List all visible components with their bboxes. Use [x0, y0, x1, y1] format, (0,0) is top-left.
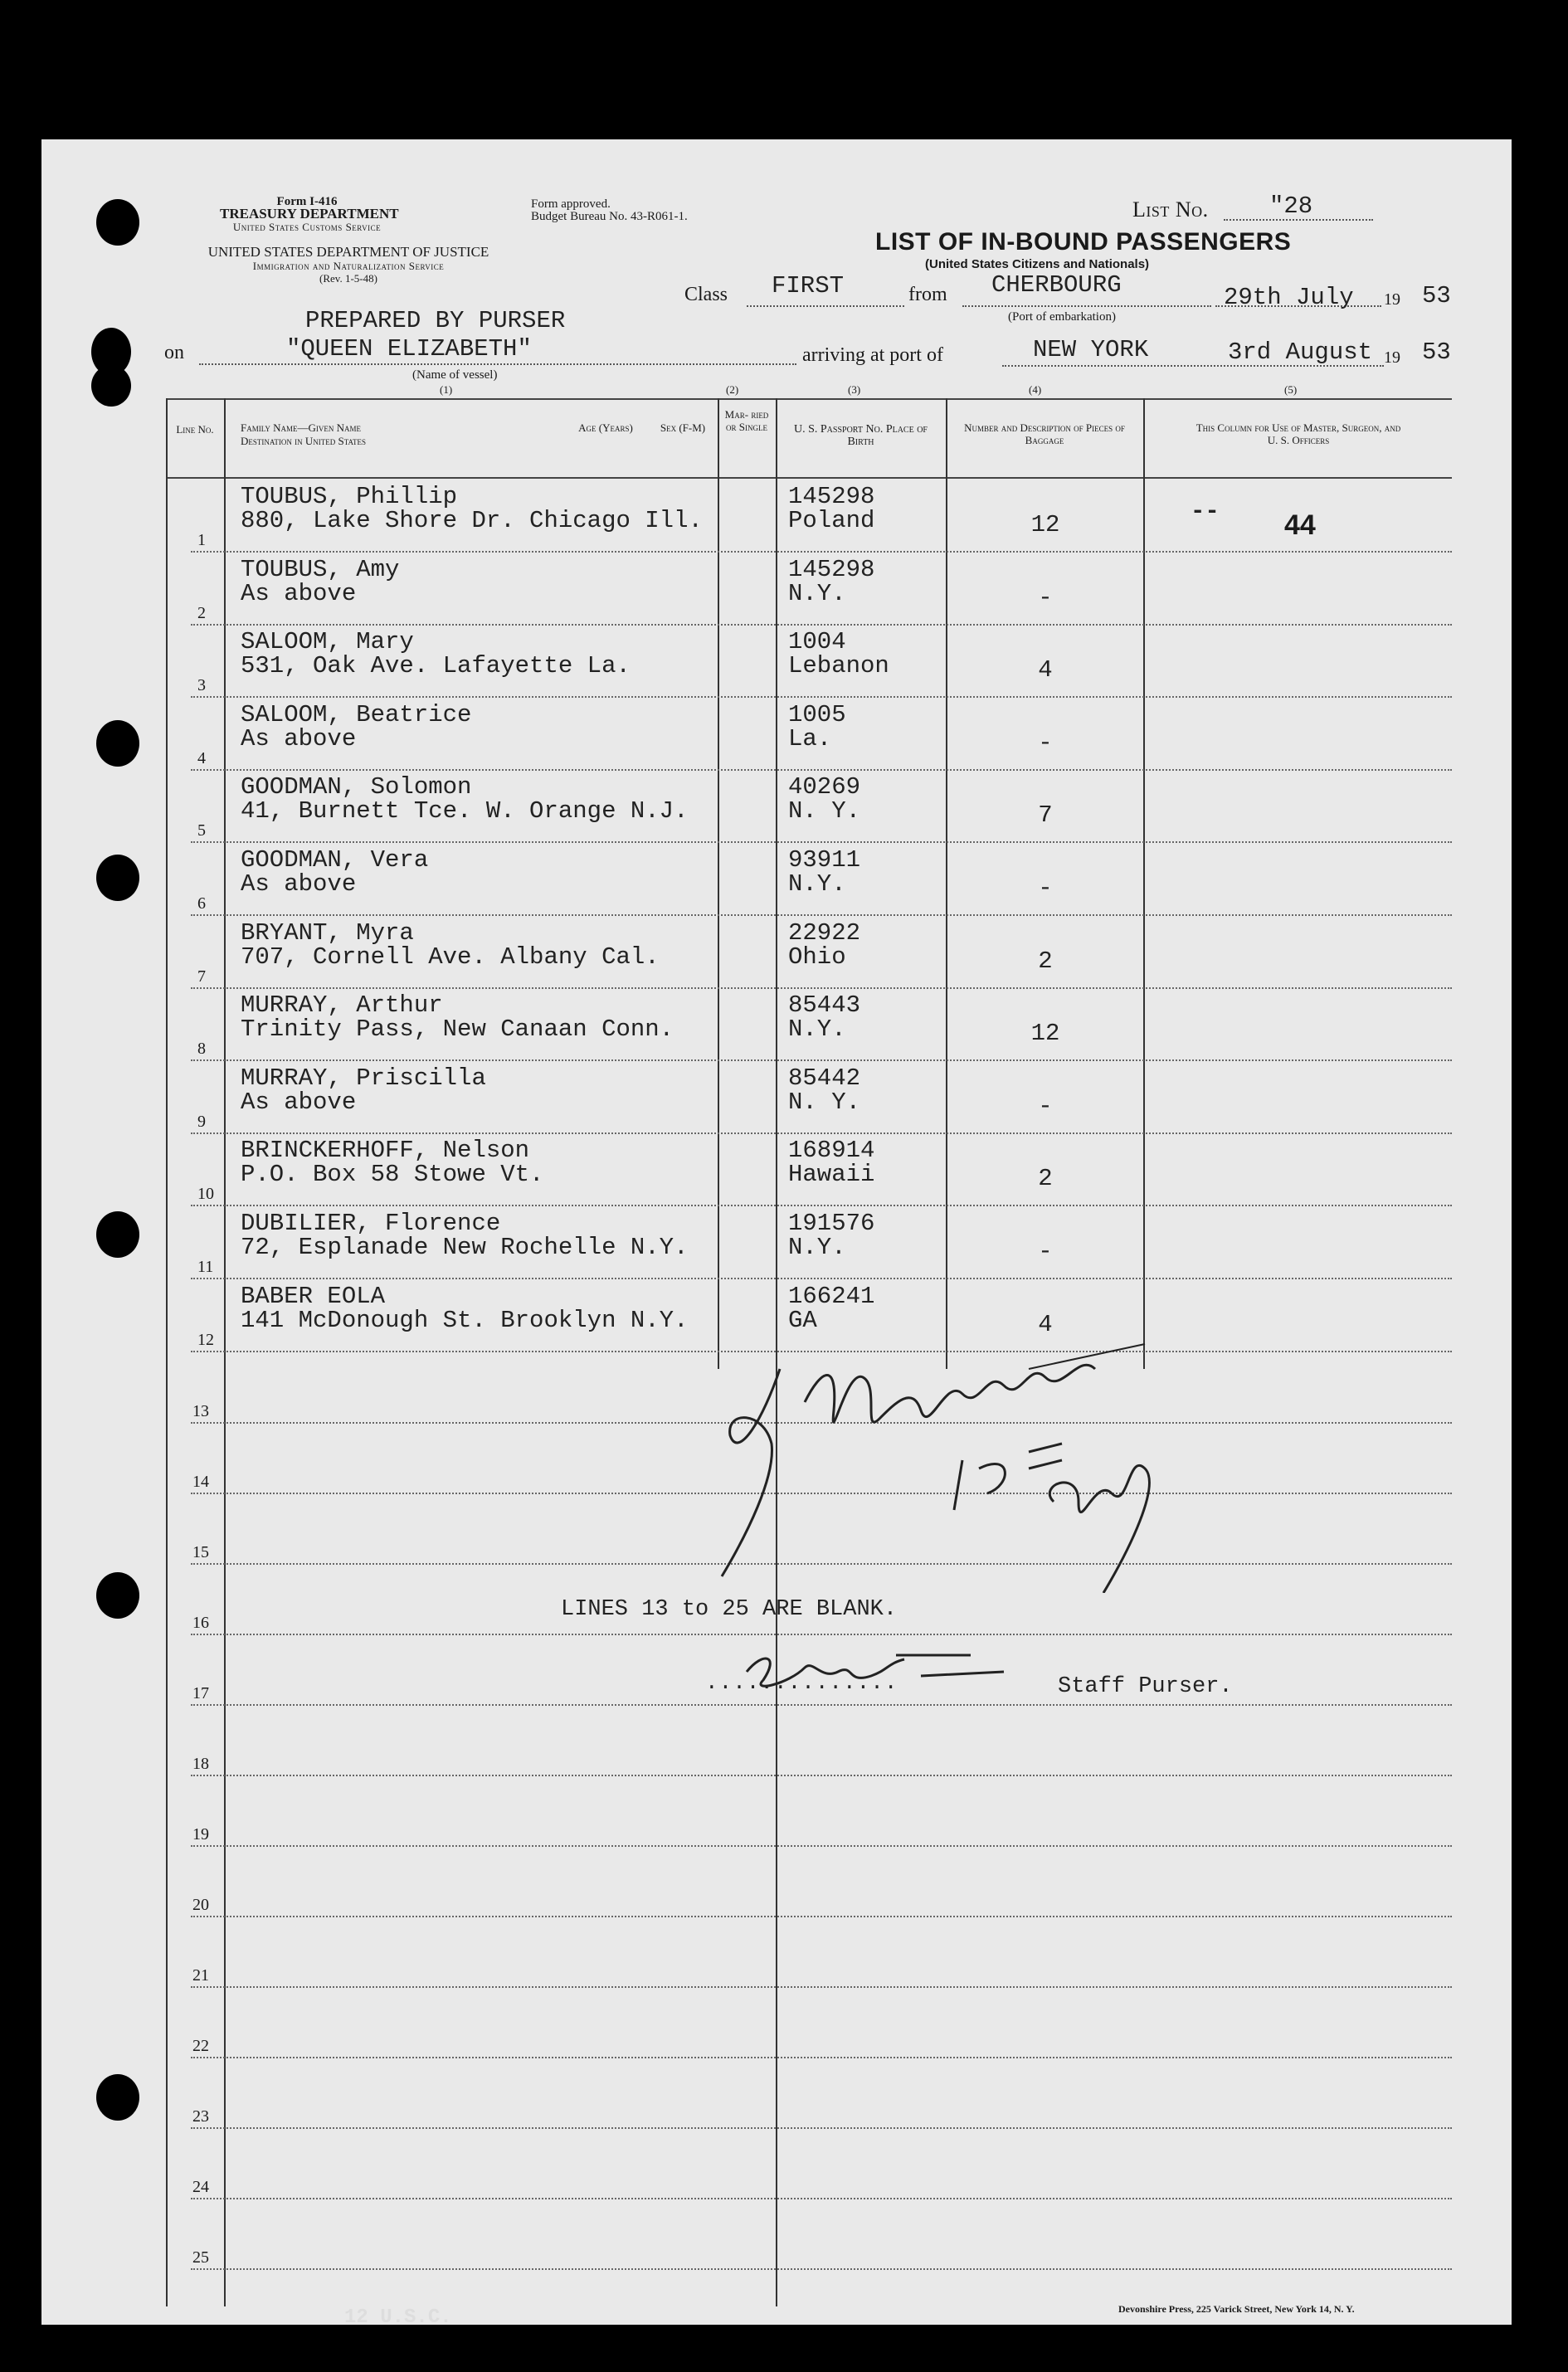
baggage-count: 2 [1038, 947, 1053, 975]
row-divider [191, 696, 1452, 698]
line-number: 5 [197, 821, 206, 840]
row-divider [191, 551, 1452, 553]
column-number: (3) [848, 383, 861, 396]
officer-signature [713, 1319, 1195, 1593]
arrival-date: 3rd August [1228, 339, 1373, 366]
passport-number: 85443 [788, 991, 861, 1020]
baggage-count: - [1038, 728, 1053, 757]
officer-dash: -- [1191, 498, 1220, 525]
ins-service: Immigration and Naturalization Service [252, 260, 445, 272]
baggage-count: 4 [1038, 656, 1053, 684]
baggage-count: 2 [1038, 1165, 1053, 1193]
line-number: 15 [192, 1543, 209, 1561]
row-divider [191, 1704, 1452, 1706]
treasury-department: TREASURY DEPARTMENT [220, 206, 399, 222]
passenger-name: TOUBUS, Phillip [241, 483, 458, 510]
col-passport: U. S. Passport No. Place of Birth [794, 423, 928, 448]
printer-imprint: Devonshire Press, 225 Varick Street, New York 14, N. Y. [1118, 2303, 1355, 2315]
column-number: (1) [440, 383, 453, 396]
passenger-destination: P.O. Box 58 Stowe Vt. [241, 1161, 544, 1189]
form-number: Form I-416 [276, 195, 338, 208]
place-of-birth: N.Y. [788, 1016, 846, 1044]
place-of-birth: N. Y. [788, 797, 861, 826]
passenger-name: MURRAY, Priscilla [241, 1064, 486, 1092]
col-family-name: Family Name—Given Name [241, 421, 361, 434]
form-revision: (Rev. 1-5-48) [319, 272, 377, 285]
line-number: 19 [192, 1825, 209, 1844]
row-divider [191, 1278, 1452, 1279]
line-number: 14 [192, 1473, 209, 1491]
line-number: 17 [192, 1684, 209, 1702]
place-of-birth: N.Y. [788, 870, 846, 898]
baggage-count: - [1038, 1238, 1053, 1265]
line-number: 12 [197, 1330, 214, 1349]
line-number: 24 [192, 2178, 209, 2196]
passport-number: 22922 [788, 918, 861, 947]
line-number: 16 [192, 1614, 209, 1632]
col-married: Mar- ried or Single [724, 408, 769, 433]
place-of-birth: N.Y. [788, 579, 846, 607]
row-divider [191, 1775, 1452, 1776]
from-label: from [908, 284, 947, 305]
row-divider [191, 1916, 1452, 1917]
line-number: 11 [197, 1258, 214, 1276]
form-title: LIST OF IN-BOUND PASSENGERS [875, 228, 1292, 256]
punch-hole [91, 365, 131, 407]
punch-hole [96, 1572, 139, 1619]
baggage-count: - [1038, 874, 1053, 902]
class-value: FIRST [772, 272, 845, 300]
passport-number: 145298 [788, 483, 875, 510]
line-number: 22 [192, 2037, 209, 2055]
passenger-name: TOUBUS, Amy [241, 555, 400, 583]
passenger-name: SALOOM, Mary [241, 628, 414, 656]
place-of-birth: Poland [788, 507, 875, 534]
passenger-name: GOODMAN, Vera [241, 846, 429, 874]
footer-usc: 12 U.S.C. [344, 2306, 452, 2329]
arrival-year: 53 [1422, 339, 1451, 366]
class-label: Class [684, 284, 728, 305]
col-baggage: Number and Description of Pieces of Baggage [964, 421, 1125, 446]
arriving-label: arriving at port of [802, 344, 943, 366]
place-of-birth: Hawaii [788, 1161, 875, 1189]
port-of-embarkation: CHERBOURG [991, 271, 1122, 299]
passenger-destination: As above [241, 1088, 357, 1116]
row-divider [191, 1845, 1452, 1847]
line-number: 23 [192, 2107, 209, 2126]
row-divider [191, 914, 1452, 916]
column-number: (2) [726, 383, 739, 396]
row-divider [191, 1205, 1452, 1206]
passenger-destination: As above [241, 724, 357, 753]
blank-lines-note: LINES 13 to 25 ARE BLANK. [561, 1597, 898, 1622]
col-age: Age (Years) [578, 421, 633, 434]
line-number: 20 [192, 1896, 209, 1914]
embarkation-date: 29th July [1224, 284, 1354, 311]
line-number: 21 [192, 1966, 209, 1985]
justice-department: UNITED STATES DEPARTMENT OF JUSTICE [207, 244, 489, 260]
passport-number: 1004 [788, 628, 846, 656]
passport-number: 168914 [788, 1137, 875, 1165]
vessel-name: "QUEEN ELIZABETH" [286, 335, 532, 363]
arrival-port: NEW YORK [1033, 336, 1149, 363]
embarkation-year-prefix: 19 [1384, 290, 1400, 309]
place-of-birth: Lebanon [788, 652, 889, 680]
column-number: (5) [1284, 383, 1298, 396]
row-divider [191, 1634, 1452, 1635]
row-divider [191, 2127, 1452, 2129]
line-number: 7 [197, 967, 206, 986]
baggage-count: 4 [1038, 1310, 1053, 1338]
form-approved: Form approved. [531, 197, 611, 211]
punch-hole [96, 2074, 139, 2121]
embarkation-year: 53 [1422, 282, 1451, 309]
place-of-birth: Ohio [788, 942, 846, 971]
place-of-birth: La. [788, 724, 832, 753]
place-of-birth: N.Y. [788, 1234, 846, 1261]
row-divider [191, 1132, 1452, 1134]
passport-number: 191576 [788, 1210, 875, 1237]
place-of-birth: GA [788, 1306, 817, 1334]
baggage-count: - [1038, 583, 1053, 611]
passenger-destination: 41, Burnett Tce. W. Orange N.J. [241, 797, 689, 826]
line-number: 9 [197, 1112, 206, 1131]
row-divider [191, 2057, 1452, 2058]
passenger-destination: Trinity Pass, New Canaan Conn. [241, 1016, 674, 1044]
row-divider [191, 2198, 1452, 2199]
row-divider [191, 1059, 1452, 1061]
col-line-no: Line No. [176, 423, 214, 436]
on-label: on [164, 342, 184, 363]
list-number-label: List No. [1132, 197, 1209, 222]
passenger-destination: As above [241, 579, 357, 607]
column-number: (4) [1029, 383, 1042, 396]
punch-hole [96, 1211, 139, 1258]
prepared-by: PREPARED BY PURSER [305, 307, 566, 334]
passenger-destination: 72, Esplanade New Rochelle N.Y. [241, 1234, 689, 1261]
line-number: 2 [197, 603, 206, 622]
passenger-destination: 141 McDonough St. Brooklyn N.Y. [241, 1306, 689, 1334]
line-number: 3 [197, 676, 206, 695]
col-destination: Destination in United States [241, 435, 367, 447]
passenger-name: MURRAY, Arthur [241, 991, 443, 1020]
passport-number: 85442 [788, 1064, 861, 1092]
purser-dots: .............. [705, 1670, 898, 1695]
col-sex: Sex (F-M) [660, 421, 706, 434]
budget-bureau: Budget Bureau No. 43-R061-1. [531, 210, 688, 223]
passenger-destination: 880, Lake Shore Dr. Chicago Ill. [241, 507, 703, 534]
passport-number: 40269 [788, 773, 861, 801]
passport-number: 93911 [788, 846, 861, 874]
baggage-count: 12 [1030, 1020, 1060, 1048]
form-subtitle: (United States Citizens and Nationals) [925, 257, 1150, 271]
passenger-name: BABER EOLA [241, 1282, 386, 1310]
row-divider [191, 2268, 1452, 2270]
row-divider [191, 987, 1452, 989]
arrival-year-prefix: 19 [1384, 348, 1400, 367]
line-number: 13 [192, 1402, 209, 1420]
baggage-count: 12 [1030, 511, 1060, 538]
passenger-name: BRINCKERHOFF, Nelson [241, 1137, 530, 1165]
row-divider [191, 624, 1452, 626]
passport-number: 166241 [788, 1282, 875, 1310]
passenger-destination: 531, Oak Ave. Lafayette La. [241, 652, 631, 680]
passenger-destination: As above [241, 870, 357, 898]
passenger-name: DUBILIER, Florence [241, 1210, 501, 1237]
officer-note: 44 [1284, 509, 1316, 541]
punch-hole [96, 855, 139, 901]
passenger-name: SALOOM, Beatrice [241, 700, 472, 728]
passport-number: 1005 [788, 700, 846, 728]
punch-hole [96, 720, 139, 767]
port-of-embarkation-note: (Port of embarkation) [1008, 310, 1116, 324]
line-number: 1 [197, 531, 206, 549]
line-number: 8 [197, 1040, 206, 1059]
col-officers: This Column for Use of Master, Surgeon, and U. S. Officers [1195, 421, 1401, 446]
passport-number: 145298 [788, 555, 875, 583]
place-of-birth: N. Y. [788, 1088, 861, 1116]
row-divider [191, 769, 1452, 771]
baggage-count: - [1038, 1092, 1053, 1120]
line-number: 4 [197, 748, 206, 767]
passenger-name: GOODMAN, Solomon [241, 773, 472, 801]
punch-hole [96, 199, 139, 246]
row-divider [191, 1986, 1452, 1988]
list-number: "28 [1269, 192, 1313, 220]
row-divider [191, 841, 1452, 843]
baggage-count: 7 [1038, 801, 1053, 830]
passenger-destination: 707, Cornell Ave. Albany Cal. [241, 942, 660, 971]
line-number: 25 [192, 2248, 209, 2267]
customs-service: United States Customs Service [232, 221, 382, 233]
line-number: 10 [197, 1185, 214, 1204]
vessel-name-note: (Name of vessel) [412, 368, 498, 382]
line-number: 18 [192, 1755, 209, 1773]
staff-purser-label: Staff Purser. [1058, 1674, 1233, 1699]
passenger-name: BRYANT, Myra [241, 918, 414, 947]
line-number: 6 [197, 894, 206, 913]
